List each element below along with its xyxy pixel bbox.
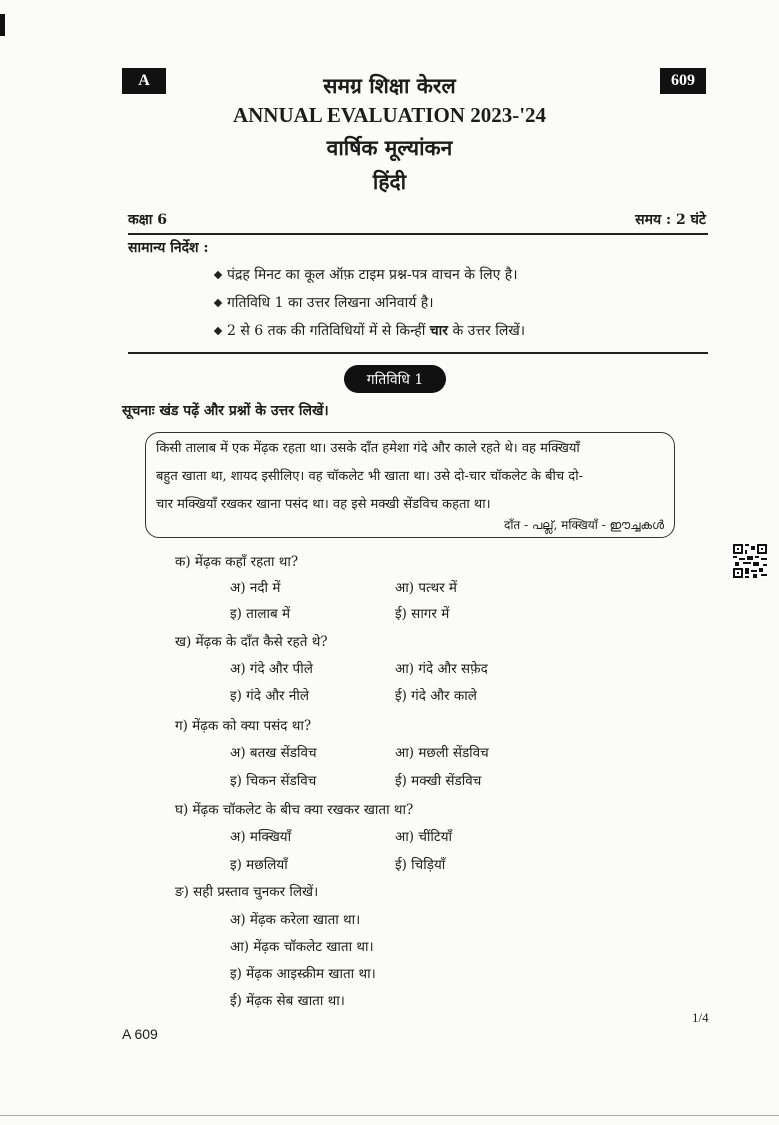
option: आ) मछली सेंडविच xyxy=(395,745,489,761)
option: इ) तालाब में xyxy=(230,606,291,622)
option: इ) मेंढ़क आइस्क्रीम खाता था। xyxy=(230,966,376,982)
option: ई) गंदे और काले xyxy=(395,688,477,704)
passage-line: चार मक्खियाँ रखकर खाना पसंद था। वह इसे मक्खी सेंडविच कहता था। xyxy=(156,497,491,512)
option: अ) मक्खियाँ xyxy=(230,829,292,845)
question: ङ) सही प्रस्ताव चुनकर लिखें। xyxy=(175,884,319,900)
page-edge xyxy=(0,1115,779,1116)
question: ग) मेंढ़क को क्या पसंद था? xyxy=(175,718,312,734)
option: ई) चिड़ियाँ xyxy=(395,857,446,873)
option: आ) मेंढ़क चॉकलेट खाता था। xyxy=(230,939,374,955)
instruction-item: 2 से 6 तक की गतिविधियों में से किन्हीं चार के उत्तर लिखें। xyxy=(215,319,525,347)
question: ख) मेंढ़क के दाँत कैसे रहते थे? xyxy=(175,634,328,650)
page-number: 1/4 xyxy=(692,1010,709,1025)
scan-edge-mark xyxy=(0,14,5,36)
bullet-icon xyxy=(214,271,222,279)
general-instructions-list xyxy=(215,263,525,347)
paper-code-badge: 609 xyxy=(660,68,706,94)
option: अ) गंदे और पीले xyxy=(230,661,313,677)
option: ई) सागर में xyxy=(395,606,450,622)
option: अ) बतख सेंडविच xyxy=(230,745,317,761)
option: अ) मेंढ़क करेला खाता था। xyxy=(230,912,361,928)
option: आ) गंदे और सफ़ेद xyxy=(395,661,488,677)
passage-line: किसी तालाब में एक मेंढ़क रहता था। उसके दाँत हमेशा गंदे और काले रहते थे। वह मक्खियाँ xyxy=(156,441,580,456)
option: ई) मेंढ़क सेब खाता था। xyxy=(230,993,345,1009)
exam-title-hindi: वार्षिक मूल्यांकन xyxy=(326,135,453,160)
option: आ) चींटियाँ xyxy=(395,829,453,845)
qr-code-icon xyxy=(733,544,767,578)
org-title: समग्र शिक्षा केरल xyxy=(323,73,456,98)
option: ई) मक्खी सेंडविच xyxy=(395,773,482,789)
general-instructions-heading: सामान्य निर्देश : xyxy=(128,240,209,256)
bullet-icon xyxy=(214,299,222,307)
passage-line: बहुत खाता था, शायद इसीलिए। वह चॉकलेट भी खाता था। उसे दो-चार चॉकलेट के बीच दो- xyxy=(156,469,583,484)
class-time-row xyxy=(128,210,706,229)
option: आ) पत्थर में xyxy=(395,580,457,596)
question: घ) मेंढ़क चॉकलेट के बीच क्या रखकर खाता था? xyxy=(175,802,414,818)
activity-label: गतिविधि 1 xyxy=(344,365,446,393)
reading-passage xyxy=(145,432,675,538)
divider xyxy=(128,352,708,354)
instruction-item: पंद्रह मिनट का कूल ऑफ़ टाइम प्रश्न-पत्र वाचन के लिए है। xyxy=(215,263,525,291)
class-label: कक्षा 6 xyxy=(128,212,168,228)
option: इ) मछलियाँ xyxy=(230,857,288,873)
word-gloss: दाँत - പല്ല്, मक्खियाँ - ഈച്ചകൾ xyxy=(503,518,664,532)
time-label: समय : 2 घंटे xyxy=(635,212,706,228)
bullet-icon xyxy=(214,327,222,335)
subject-title: हिंदी xyxy=(372,169,407,194)
set-code-badge: A xyxy=(122,68,166,94)
question: क) मेंढ़क कहाँ रहता था? xyxy=(175,554,299,570)
footer-paper-code: A 609 xyxy=(122,1026,158,1042)
instruction-item: गतिविधि 1 का उत्तर लिखना अनिवार्य है। xyxy=(215,291,525,319)
option: इ) चिकन सेंडविच xyxy=(230,773,317,789)
exam-title: ANNUAL EVALUATION 2023-'24 xyxy=(232,103,547,127)
option: अ) नदी में xyxy=(230,580,281,596)
option: इ) गंदे और नीले xyxy=(230,688,310,704)
activity-instruction: सूचनाः खंड पढ़ें और प्रश्नों के उत्तर लिखें। xyxy=(122,403,329,419)
divider xyxy=(128,233,708,235)
